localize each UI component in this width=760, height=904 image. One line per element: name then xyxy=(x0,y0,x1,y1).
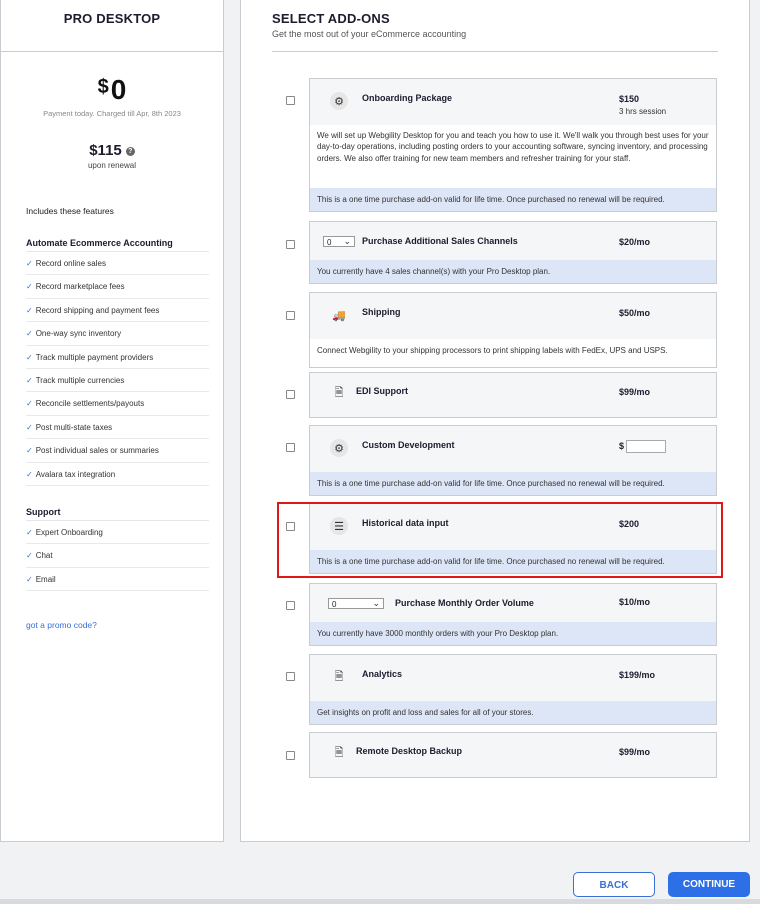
addon-price: $150 xyxy=(619,94,640,104)
addon-description: Connect Webgility to your shipping processors to print shipping labels with FedEx, UPS and USPS. xyxy=(310,339,716,367)
addon-name: Onboarding Package xyxy=(362,93,453,103)
price-today xyxy=(1,74,223,106)
includes-label: Includes these features xyxy=(26,206,114,216)
payment-note: Payment today. Charged till Apr, 8th 2023 xyxy=(43,109,181,118)
check-icon: ✓ xyxy=(26,352,33,362)
check-icon: ✓ xyxy=(26,282,33,292)
section-title-automate: Automate Ecommerce Accounting xyxy=(26,238,209,252)
addon-name: Remote Desktop Backup xyxy=(356,746,463,756)
backup-icon: 🗎 xyxy=(334,746,344,759)
check-icon: ✓ xyxy=(26,446,33,456)
addon-name: Purchase Additional Sales Channels xyxy=(362,236,518,246)
check-icon: ✓ xyxy=(26,551,33,561)
plan-title: PRO DESKTOP xyxy=(1,0,223,52)
gear-icon: ⚙ xyxy=(330,439,348,457)
check-icon: ✓ xyxy=(26,422,33,432)
addon-checkbox-edi[interactable] xyxy=(286,390,295,399)
addon-description: Get insights on profit and loss and sales for all of your stores. xyxy=(310,701,716,724)
addon-checkbox-order-volume[interactable] xyxy=(286,601,295,610)
addon-card-edi xyxy=(309,372,717,418)
divider xyxy=(272,51,718,52)
addon-card-custom-dev xyxy=(309,425,717,496)
renewal-price-value: $115 xyxy=(89,142,122,159)
feature-item: ✓ Record shipping and payment fees xyxy=(26,299,209,322)
addon-sub-price: 3 hrs session xyxy=(619,107,667,116)
feature-item: ✓ Expert Onboarding xyxy=(26,521,209,544)
promo-code-link[interactable]: got a promo code? xyxy=(26,620,97,631)
addon-price: $20/mo xyxy=(619,237,651,247)
feature-item: ✓ Track multiple payment providers xyxy=(26,346,209,369)
addon-checkbox-custom-dev[interactable] xyxy=(286,443,295,452)
feature-item: ✓ One-way sync inventory xyxy=(26,322,209,345)
addon-card-sales-channels xyxy=(309,221,717,284)
addon-price: $199/mo xyxy=(619,670,656,680)
addons-subtitle: Get the most out of your eCommerce accounting xyxy=(272,29,467,39)
chevron-down-icon: ⌄ xyxy=(343,236,351,246)
feature-item: ✓ Record marketplace fees xyxy=(26,275,209,298)
sales-channels-select[interactable]: 0 ⌄ xyxy=(323,236,355,247)
price-amount: 0 xyxy=(110,74,127,105)
addons-title: SELECT ADD-ONS xyxy=(272,11,390,26)
history-icon: ☰ xyxy=(330,517,348,535)
back-button[interactable]: BACK xyxy=(573,872,655,897)
check-icon: ✓ xyxy=(26,527,33,537)
addon-description: We will set up Webgility Desktop for you and teach you how to use it. We'll walk you through best uses for your day-to-day operations, including posting orders to your accounting software, syncing inventory, and processing orders. We also offer training for new team members and refresher training for your staff. xyxy=(310,125,716,188)
addon-name: Historical data input xyxy=(362,518,449,528)
addon-price: $99/mo xyxy=(619,747,651,757)
addon-checkbox-shipping[interactable] xyxy=(286,311,295,320)
renewal-price xyxy=(1,142,223,159)
addon-card-onboarding xyxy=(309,78,717,212)
addon-name: Purchase Monthly Order Volume xyxy=(395,598,534,608)
renewal-label: upon renewal xyxy=(87,161,137,170)
check-icon: ✓ xyxy=(26,574,33,584)
addon-checkbox-onboarding[interactable] xyxy=(286,96,295,105)
check-icon: ✓ xyxy=(26,375,33,385)
addons-panel xyxy=(240,0,750,842)
check-icon: ✓ xyxy=(26,259,33,268)
section-title-support: Support xyxy=(26,507,209,521)
feature-item: ✓ Avalara tax integration xyxy=(26,463,209,486)
check-icon: ✓ xyxy=(26,469,33,479)
highlight-box xyxy=(277,502,723,578)
addon-name: EDI Support xyxy=(356,386,408,396)
edi-icon: 🗎 xyxy=(334,386,344,399)
addon-card-shipping xyxy=(309,292,717,368)
addon-price: $50/mo xyxy=(619,308,651,318)
analytics-icon: 🗎 xyxy=(334,670,344,683)
addon-note: You currently have 4 sales channel(s) with your Pro Desktop plan. xyxy=(310,260,716,283)
addon-name: Analytics xyxy=(362,669,403,679)
addon-name: Shipping xyxy=(362,307,401,317)
feature-item: ✓ Reconcile settlements/payouts xyxy=(26,392,209,415)
chevron-down-icon: ⌄ xyxy=(372,598,380,608)
plan-summary-panel xyxy=(0,0,224,842)
feature-item: ✓ Chat xyxy=(26,544,209,567)
addon-checkbox-backup[interactable] xyxy=(286,751,295,760)
addon-checkbox-analytics[interactable] xyxy=(286,672,295,681)
order-volume-select[interactable]: 0 ⌄ xyxy=(328,598,384,609)
addon-checkbox-sales-channels[interactable] xyxy=(286,240,295,249)
feature-item: ✓ Post multi-state taxes xyxy=(26,416,209,439)
addon-card-analytics xyxy=(309,654,717,725)
addon-note: This is a one time purchase add-on valid for life time. Once purchased no renewal will be required. xyxy=(310,550,716,573)
currency-symbol: $ xyxy=(97,76,109,98)
addon-price: $200 xyxy=(619,519,640,529)
gear-icon: ⚙ xyxy=(330,92,348,110)
addon-price: $99/mo xyxy=(619,387,651,397)
addon-card-backup xyxy=(309,732,717,778)
help-icon[interactable]: ? xyxy=(126,147,135,156)
addon-note: This is a one time purchase add-on valid for life time. Once purchased no renewal will be required. xyxy=(310,188,716,211)
addon-card-order-volume xyxy=(309,583,717,646)
addon-note: You currently have 3000 monthly orders with your Pro Desktop plan. xyxy=(310,622,716,645)
check-icon: ✓ xyxy=(26,329,33,339)
check-icon: ✓ xyxy=(26,305,33,315)
shipping-icon: 🚚 xyxy=(332,309,346,322)
feature-item: ✓ Post individual sales or summaries xyxy=(26,439,209,462)
check-icon: ✓ xyxy=(26,399,33,409)
custom-amount-input[interactable] xyxy=(626,440,666,453)
feature-item: ✓ Email xyxy=(26,568,209,591)
addon-note: This is a one time purchase add-on valid for life time. Once purchased no renewal will be required. xyxy=(310,472,716,495)
continue-button[interactable]: CONTINUE xyxy=(668,872,750,897)
feature-item: ✓ Track multiple currencies xyxy=(26,369,209,392)
addon-price: $10/mo xyxy=(619,597,651,607)
addon-price: $ xyxy=(619,441,625,451)
feature-item: ✓ Record online sales xyxy=(26,252,209,275)
addon-name: Custom Development xyxy=(362,440,455,450)
bottom-bar xyxy=(0,899,760,904)
